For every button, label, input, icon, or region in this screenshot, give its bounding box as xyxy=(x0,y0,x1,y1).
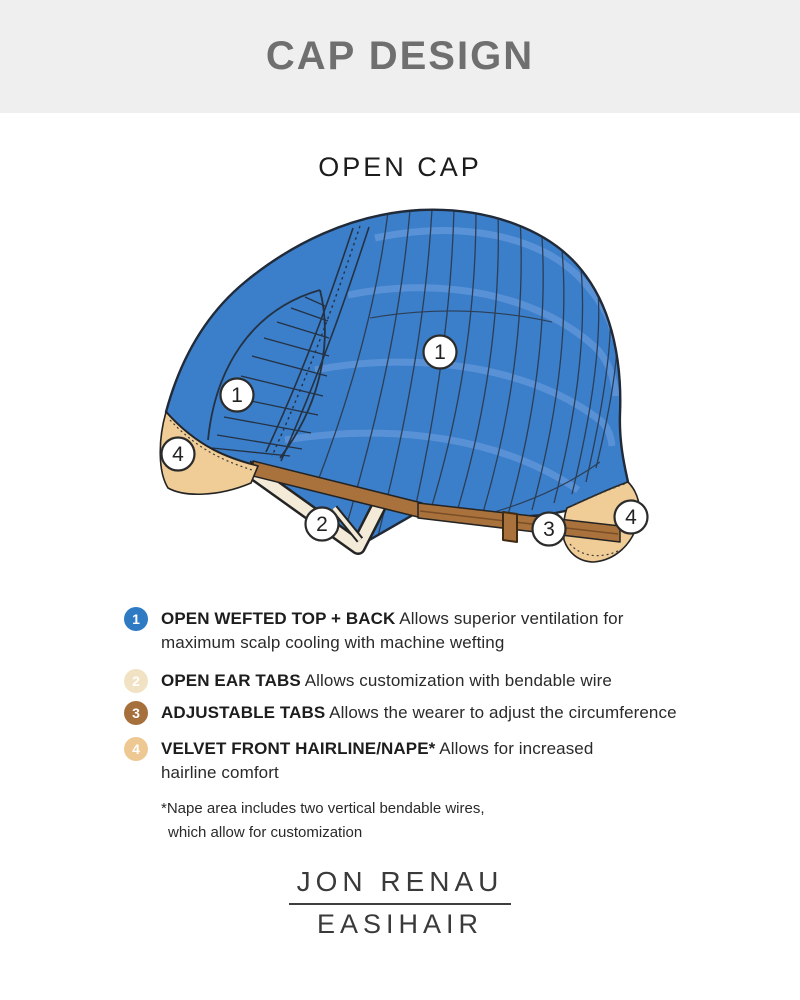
legend-item-ear-tabs xyxy=(124,669,744,693)
logo-divider xyxy=(289,903,511,905)
banner xyxy=(0,0,800,113)
brand-name: JON RENAU xyxy=(296,866,504,897)
footnote-line-2: which allow for customization xyxy=(168,824,363,841)
svg-text:4: 4 xyxy=(172,443,184,466)
legend-badge-2: 2 xyxy=(124,669,148,693)
legend-item-velvet-hairline xyxy=(124,737,744,785)
marker-1-top xyxy=(424,336,457,369)
cap-style-subtitle: OPEN CAP xyxy=(318,152,482,182)
marker-1-front xyxy=(221,379,254,412)
footnote-line-1: *Nape area includes two vertical bendable wires, xyxy=(161,800,485,817)
legend-text-1 xyxy=(161,607,629,655)
legend-label-3: ADJUSTABLE TABS xyxy=(161,703,326,722)
marker-3-strap xyxy=(533,513,566,546)
svg-text:3: 3 xyxy=(543,518,555,541)
legend xyxy=(124,607,744,845)
marker-4-front xyxy=(162,438,195,471)
cap-diagram xyxy=(120,200,700,600)
svg-text:2: 2 xyxy=(316,513,328,536)
legend-label-4: VELVET FRONT HAIRLINE/NAPE* xyxy=(161,739,436,758)
nape-footnote xyxy=(124,797,744,845)
svg-text:4: 4 xyxy=(625,506,637,529)
brand-subname: EASIHAIR xyxy=(316,909,484,939)
legend-desc-4: Allows for increased hairline comfort xyxy=(161,739,594,782)
page-title: CAP DESIGN xyxy=(265,34,535,78)
legend-text-4 xyxy=(161,737,606,785)
legend-desc-1: Allows superior ventilation for maximum scalp cooling with machine wefting xyxy=(161,609,624,652)
legend-label-1: OPEN WEFTED TOP + BACK xyxy=(161,609,396,628)
legend-text-3 xyxy=(161,701,677,725)
strap-buckle xyxy=(503,512,517,542)
legend-desc-2: Allows customization with bendable wire xyxy=(304,671,612,690)
legend-item-open-wefted xyxy=(124,607,744,655)
legend-badge-1: 1 xyxy=(124,607,148,631)
svg-text:1: 1 xyxy=(231,384,243,407)
marker-4-nape xyxy=(615,501,648,534)
legend-badge-3: 3 xyxy=(124,701,148,725)
legend-desc-3: Allows the wearer to adjust the circumference xyxy=(329,703,677,722)
svg-text:1: 1 xyxy=(434,341,446,364)
marker-2-ear-tab xyxy=(306,508,339,541)
legend-text-2 xyxy=(161,669,612,693)
legend-item-adjustable-tabs xyxy=(124,701,744,725)
legend-label-2: OPEN EAR TABS xyxy=(161,671,301,690)
legend-badge-4: 4 xyxy=(124,737,148,761)
brand-logo xyxy=(0,866,800,940)
